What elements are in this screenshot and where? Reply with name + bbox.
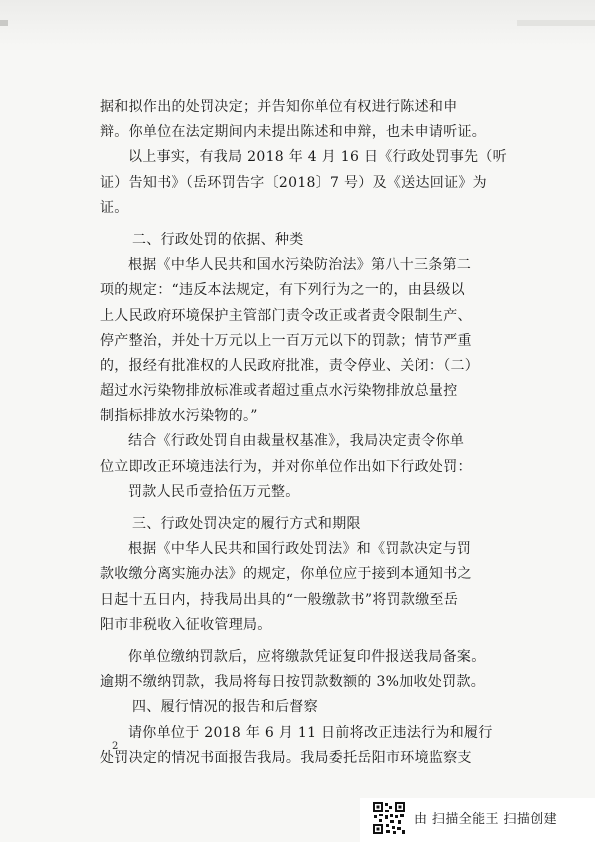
text-line: 根据《中华人民共和国水污染防治法》第八十三条第二 <box>128 257 472 274</box>
section-heading: 二、行政处罚的依据、种类 <box>132 231 304 248</box>
text-line: 项的规定：“违反本法规定，有下列行为之一的，由县级以 <box>100 282 465 299</box>
text-line: 位立即改正环境违法行为，并对你单位作出如下行政处罚： <box>100 458 472 475</box>
text-line: 证。 <box>100 199 129 216</box>
document-body <box>100 95 530 771</box>
scan-edge-mark <box>517 20 595 26</box>
text-line: 罚款人民币壹拾伍万元整。 <box>128 483 300 500</box>
text-line: 你单位缴纳罚款后，应将缴款凭证复印件报送我局备案。 <box>128 648 486 665</box>
text-line: 以上事实，有我局 2018 年 4 月 16 日《行政处罚事先（听 <box>128 149 507 166</box>
section-heading: 三、行政处罚决定的履行方式和期限 <box>132 516 361 532</box>
text-line: 结合《行政处罚自由裁量权基准》，我局决定责令你单 <box>128 433 465 450</box>
text-line: 根据《中华人民共和国行政处罚法》和《罚款决定与罚 <box>128 541 472 558</box>
text-line: 据和拟作出的处罚决定；并告知你单位有权进行陈述和申 <box>100 99 458 115</box>
page-number: 2 <box>112 741 119 752</box>
text-line: 证）告知书》（岳环罚告字〔2018〕7 号）及《送达回证》为 <box>100 174 487 191</box>
section-heading: 四、履行情况的报告和后督察 <box>132 699 318 716</box>
camscanner-watermark-text: 由 扫描全能王 扫描创建 <box>414 812 558 827</box>
text-line: 处罚决定的情况书面报告我局。我局委托岳阳市环境监察支 <box>100 749 472 766</box>
text-line: 日起十五日内，持我局出具的“一般缴款书”将罚款缴至岳 <box>100 591 459 608</box>
text-line: 超过水污染物排放标准或者超过重点水污染物排放总量控 <box>100 383 458 400</box>
text-line: 款收缴分离实施办法》的规定，你单位应于接到本通知书之 <box>100 566 472 583</box>
scan-shadow <box>0 0 595 52</box>
text-line: 的，报经有批准权的人民政府批准，责令停业、关闭：（二） <box>100 357 480 374</box>
text-line: 制指标排放水污染物的。” <box>100 408 258 425</box>
text-line: 逾期不缴纳罚款，我局将每日按罚款数额的 3%加收处罚款。 <box>100 674 486 691</box>
text-line: 辩。你单位在法定期间内未提出陈述和申辩，也未申请听证。 <box>100 124 487 141</box>
text-line: 上人民政府环境保护主管部门责令改正或者责令限制生产、 <box>100 307 472 324</box>
qr-code-icon <box>372 801 406 835</box>
text-line: 请你单位于 2018 年 6 月 11 日前将改正违法行为和履行 <box>128 724 493 741</box>
scan-edge-mark <box>0 20 8 26</box>
text-line: 阳市非税收入征收管理局。 <box>100 616 272 633</box>
text-line: 停产整治，并处十万元以上一百万元以下的罚款；情节严重 <box>100 332 472 349</box>
